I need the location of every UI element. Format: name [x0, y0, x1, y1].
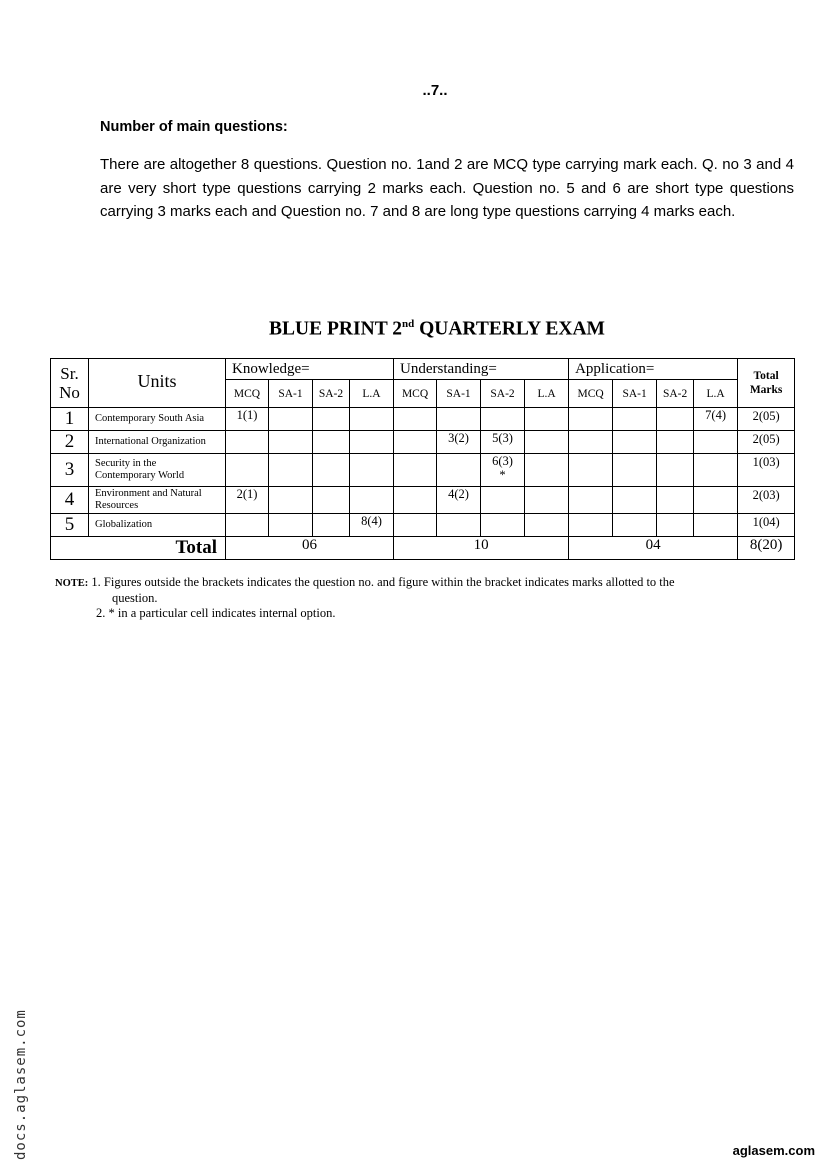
row-total: 2(05): [738, 408, 795, 431]
mark-cell: [694, 514, 738, 537]
mark-cell: [613, 431, 657, 454]
table-header-row: [51, 359, 795, 380]
row-total: 2(03): [738, 487, 795, 514]
sr-no-header: Sr. No: [51, 359, 89, 408]
subheader-cell: L.A: [350, 380, 394, 408]
mark-cell: [481, 514, 525, 537]
row-number: 3: [51, 454, 89, 487]
application-header: Application=: [569, 359, 738, 380]
subheader-cell: SA-1: [269, 380, 313, 408]
mark-cell: [313, 514, 350, 537]
application-total: 04: [569, 537, 738, 560]
mark-cell: [657, 454, 694, 487]
mark-cell: [481, 487, 525, 514]
total-marks-header: Total Marks: [738, 359, 795, 408]
unit-name: Environment and Natural Resources: [89, 487, 226, 514]
mark-cell: 1(1): [226, 408, 269, 431]
unit-name: Security in the Contemporary World: [89, 454, 226, 487]
subheader-cell: SA-2: [657, 380, 694, 408]
blueprint-table: [50, 358, 795, 560]
mark-cell: [694, 431, 738, 454]
mark-cell: [613, 487, 657, 514]
mark-cell: 2(1): [226, 487, 269, 514]
mark-cell: [394, 408, 437, 431]
subheader-cell: MCQ: [394, 380, 437, 408]
mark-cell: [657, 431, 694, 454]
mark-cell: [694, 454, 738, 487]
mark-cell: 3(2): [437, 431, 481, 454]
mark-cell: [269, 514, 313, 537]
footer-watermark: aglasem.com: [732, 1143, 815, 1158]
row-number: 4: [51, 487, 89, 514]
mark-cell: [269, 454, 313, 487]
mark-cell: [569, 431, 613, 454]
mark-cell: [437, 514, 481, 537]
mark-cell: [569, 514, 613, 537]
mark-cell: [226, 514, 269, 537]
subheader-cell: SA-1: [613, 380, 657, 408]
mark-cell: [569, 454, 613, 487]
mark-cell: [394, 514, 437, 537]
blueprint-title: [0, 318, 827, 341]
mark-cell: [569, 487, 613, 514]
mark-cell: 5(3): [481, 431, 525, 454]
mark-cell: [394, 454, 437, 487]
units-header: Units: [89, 359, 226, 408]
table-row: [51, 454, 795, 487]
mark-cell: [481, 408, 525, 431]
mark-cell: [613, 408, 657, 431]
table-row: [51, 514, 795, 537]
subheader-cell: SA-1: [437, 380, 481, 408]
subheader-cell: MCQ: [569, 380, 613, 408]
mark-cell: [269, 408, 313, 431]
understanding-header: Understanding=: [394, 359, 569, 380]
mark-cell: [226, 454, 269, 487]
mark-cell: [613, 514, 657, 537]
total-label: Total: [51, 537, 226, 560]
subheader-cell: L.A: [525, 380, 569, 408]
knowledge-total: 06: [226, 537, 394, 560]
mark-cell: [657, 408, 694, 431]
mark-cell: [269, 487, 313, 514]
mark-cell: 7(4): [694, 408, 738, 431]
unit-name: International Organization: [89, 431, 226, 454]
row-number: 2: [51, 431, 89, 454]
mark-cell: [313, 431, 350, 454]
mark-cell: [525, 454, 569, 487]
mark-cell: [313, 454, 350, 487]
mark-cell: [350, 431, 394, 454]
mark-cell: [350, 408, 394, 431]
instructions-paragraph: There are altogether 8 questions. Question no. 1and 2 are MCQ type carrying mark each. Q. no 3 and 4 are very short type questions carrying 2 marks each. Question no. 5 and 6 are short type questions carrying 3 marks each and Question no. 7 and 8 are long type questions carrying 4 marks each.: [100, 156, 794, 220]
blueprint-title-superscript: nd: [401, 318, 415, 330]
grand-total: 8(20): [738, 537, 795, 560]
mark-cell: [313, 408, 350, 431]
mark-cell-with-option: 6(3) *: [481, 454, 525, 487]
note-item-2: 2. * in a particular cell indicates internal option.: [96, 606, 336, 620]
table-row: [51, 408, 795, 431]
table-row: [51, 431, 795, 454]
table-row: [51, 487, 795, 514]
mark-cell: 4(2): [437, 487, 481, 514]
mark-cell: [313, 487, 350, 514]
page-number-marker: ..7..: [422, 82, 448, 99]
mark-cell: [525, 487, 569, 514]
mark-cell: [525, 431, 569, 454]
note-label: NOTE:: [55, 578, 89, 589]
row-number: 5: [51, 514, 89, 537]
row-total: 1(04): [738, 514, 795, 537]
mark-cell: [657, 514, 694, 537]
subheader-cell: L.A: [694, 380, 738, 408]
subheader-cell: SA-2: [313, 380, 350, 408]
row-number: 1: [51, 408, 89, 431]
mark-cell: [437, 408, 481, 431]
understanding-total: 10: [394, 537, 569, 560]
mark-cell: [569, 408, 613, 431]
row-total: 2(05): [738, 431, 795, 454]
blueprint-title-start: BLUE PRINT 2: [269, 318, 402, 340]
mark-cell: [657, 487, 694, 514]
row-total: 1(03): [738, 454, 795, 487]
mark-cell: [525, 408, 569, 431]
side-watermark: docs.aglasem.com: [13, 1009, 29, 1160]
unit-name: Contemporary South Asia: [89, 408, 226, 431]
unit-name: Globalization: [89, 514, 226, 537]
knowledge-header: Knowledge=: [226, 359, 394, 380]
mark-cell: [394, 487, 437, 514]
blueprint-title-end: QUARTERLY EXAM: [414, 318, 605, 340]
mark-cell: [269, 431, 313, 454]
note-item-1-continuation: question.: [112, 591, 158, 605]
internal-option-marker: *: [499, 468, 506, 482]
mark-cell: [226, 431, 269, 454]
section-heading: Number of main questions:: [100, 119, 288, 135]
mark-cell: [613, 454, 657, 487]
mark-cell: [525, 514, 569, 537]
mark-cell: [437, 454, 481, 487]
mark-cell: [350, 454, 394, 487]
mark-cell: 8(4): [350, 514, 394, 537]
table-total-row: [51, 537, 795, 560]
mark-cell: [350, 487, 394, 514]
mark-cell: [694, 487, 738, 514]
subheader-cell: MCQ: [226, 380, 269, 408]
subheader-cell: SA-2: [481, 380, 525, 408]
note-item-1: NOTE: 1. Figures outside the brackets indicates the question no. and figure within the bracket indicates marks allotted to the: [55, 575, 675, 589]
note-section: [55, 575, 795, 621]
mark-cell: [394, 431, 437, 454]
